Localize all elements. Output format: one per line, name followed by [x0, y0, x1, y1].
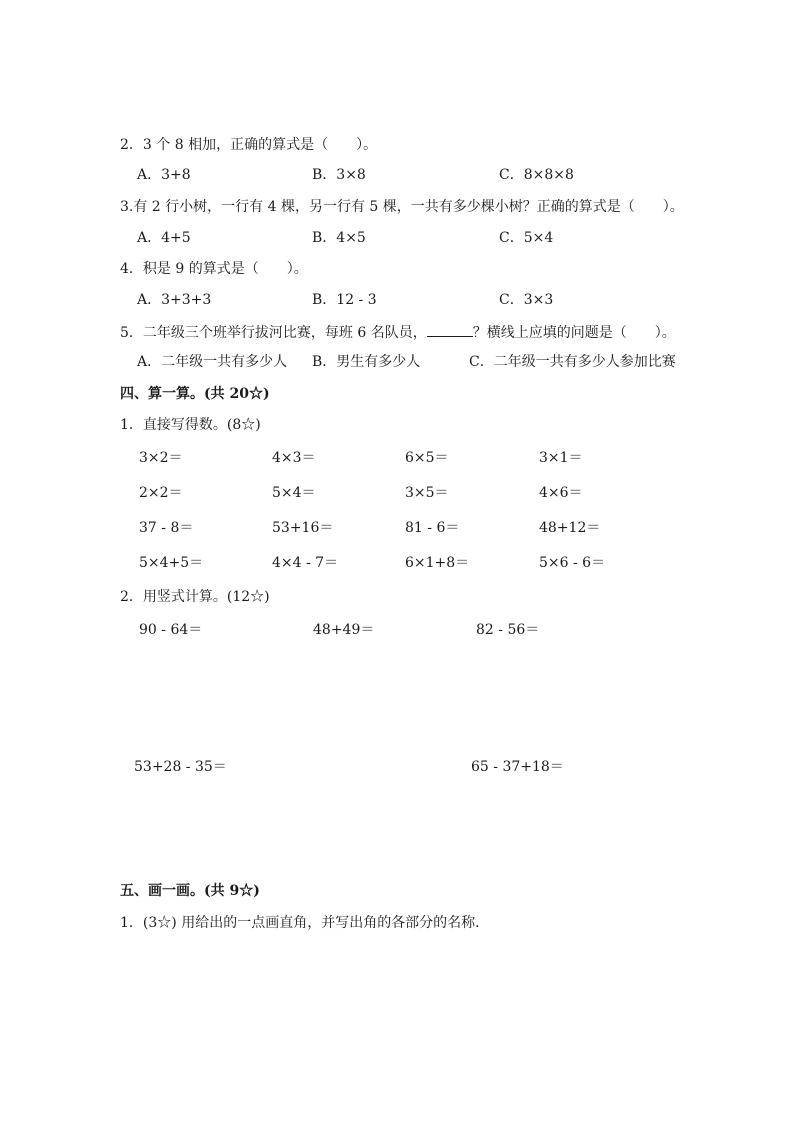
vertical-calc-item: 90 - 64＝ [139, 622, 203, 638]
oral-calc-item: 5×6 - 6＝ [539, 555, 606, 571]
answer-blank-line [427, 322, 473, 337]
oral-calc-item: 3×5＝ [405, 485, 449, 501]
question-3-option-c: C．5×4 [499, 230, 554, 246]
question-3-option-a: A．4+5 [137, 230, 191, 246]
section-4-part-2-title: 2．用竖式计算。(12☆) [120, 589, 270, 605]
oral-calc-item: 4×3＝ [272, 450, 316, 466]
vertical-calc-item: 53+28 - 35＝ [134, 759, 227, 775]
question-5-option-a: A．二年级一共有多少人 [137, 354, 288, 370]
oral-calc-item: 5×4＝ [272, 485, 316, 501]
question-5-option-c: C．二年级一共有多少人参加比赛 [469, 354, 676, 370]
vertical-calc-item: 65 - 37+18＝ [471, 759, 564, 775]
question-2-option-b: B．3×8 [312, 167, 366, 183]
oral-calc-item: 3×2＝ [139, 450, 183, 466]
oral-calc-item: 37 - 8＝ [139, 520, 194, 536]
question-3-option-b: B．4×5 [312, 230, 366, 246]
vertical-calc-item: 48+49＝ [313, 622, 375, 638]
section-5-title: 五、画一画。(共 9☆) [120, 883, 260, 899]
question-5-stem-after: ？横线上应填的问题是（ ）。 [472, 325, 676, 341]
oral-calc-item: 3×1＝ [539, 450, 583, 466]
question-5-option-b: B．男生有多少人 [312, 354, 421, 370]
section-5-question-1: 1．(3☆) 用给出的一点画直角，并写出角的各部分的名称． [120, 915, 490, 931]
oral-calc-item: 48+12＝ [539, 520, 601, 536]
section-4-part-1-title: 1．直接写得数。(8☆) [120, 417, 261, 433]
vertical-calc-item: 82 - 56＝ [476, 622, 540, 638]
oral-calc-item: 6×1+8＝ [405, 555, 470, 571]
question-2-option-a: A．3+8 [137, 167, 191, 183]
oral-calc-item: 2×2＝ [139, 485, 183, 501]
oral-calc-item: 5×4+5＝ [139, 555, 204, 571]
section-4-title: 四、算一算。(共 20☆) [120, 386, 270, 402]
question-4-option-b: B．12 - 3 [312, 292, 377, 308]
question-3-stem: 3.有 2 行小树，一行有 4 棵，另一行有 5 棵，一共有多少棵小树？正确的算式是（ ）。 [120, 199, 684, 215]
question-4-option-c: C．3×3 [499, 292, 554, 308]
question-4-stem: 4．积是 9 的算式是（ ）。 [120, 261, 308, 277]
question-4-option-a: A．3+3+3 [137, 292, 212, 308]
question-2-option-c: C．8×8×8 [499, 167, 574, 183]
question-5-stem-before: 5．二年级三个班举行拔河比赛，每班 6 名队员， [120, 325, 427, 341]
oral-calc-item: 4×4 - 7＝ [272, 555, 339, 571]
oral-calc-item: 6×5＝ [405, 450, 449, 466]
oral-calc-item: 4×6＝ [539, 485, 583, 501]
question-2-stem: 2．3 个 8 相加，正确的算式是（ ）。 [120, 137, 378, 153]
question-5-stem [120, 322, 676, 342]
oral-calc-item: 81 - 6＝ [405, 520, 460, 536]
oral-calc-item: 53+16＝ [272, 520, 334, 536]
